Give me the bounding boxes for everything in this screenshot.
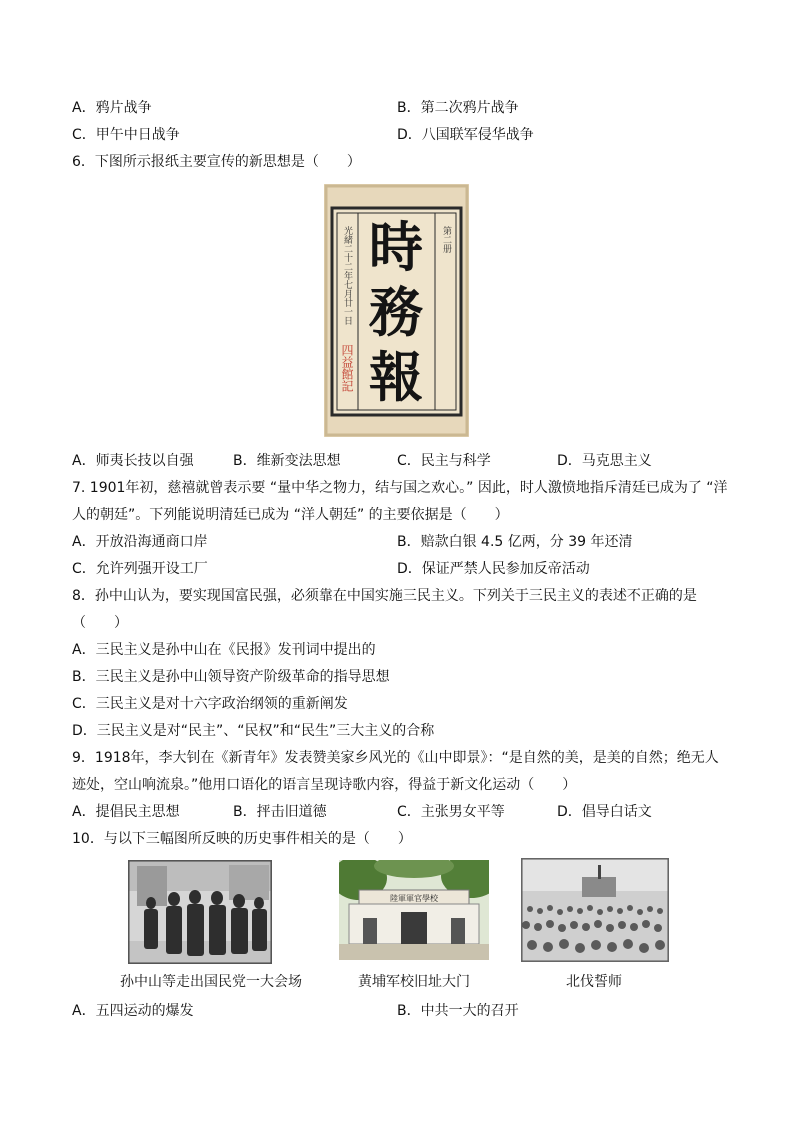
northern-expedition-caption: 北伐誓师 [566,974,622,990]
q5-option-c: C．甲午中日战争 [72,127,180,143]
q6-stem: 6．下图所示报纸主要宣传的新思想是（ ） [72,154,361,170]
q6-option-a: A．师夷长技以自强 [72,453,194,469]
q10-option-a: A．五四运动的爆发 [72,1003,194,1019]
q6-option-b: B．维新变法思想 [233,453,341,469]
q8-option-b: B．三民主义是孙中山领导资产阶级革命的指导思想 [72,669,390,685]
northern-expedition-photo [521,858,669,962]
q5-option-d: D．八国联军侵华战争 [397,127,534,143]
q7-option-d: D．保证严禁人民参加反帝活动 [397,561,590,577]
shiwubao-newspaper-image [324,184,469,437]
q9-option-b: B．抨击旧道德 [233,804,327,820]
newspaper-issue: 第二册 [441,226,451,253]
newspaper-title-char-3: 報 [369,345,423,409]
q10-option-b: B．中共一大的召开 [397,1003,519,1019]
q10-stem: 10．与以下三幅图所反映的历史事件相关的是（ ） [72,831,412,847]
newspaper-seal: 四益館記 [340,344,354,392]
kmt-congress-caption: 孙中山等走出国民党一大会场 [120,974,302,990]
q7-option-b: B．赔款白银 4.5 亿两，分 39 年还清 [397,534,633,550]
whampoa-gate-sign: 陸軍軍官學校 [390,894,438,903]
kmt-congress-photo [128,860,272,964]
q8-option-a: A．三民主义是孙中山在《民报》发刊词中提出的 [72,642,376,658]
whampoa-gate-photo-drawing [339,860,489,960]
q9-option-a: A．提倡民主思想 [72,804,180,820]
newspaper-title-char-1: 時 [369,215,423,279]
q6-option-d: D．马克思主义 [557,453,652,469]
q9-stem-line-2: 迹处，空山响流泉。”他用口语化的语言呈现诗歌内容，得益于新文化运动（ ） [72,777,577,793]
whampoa-gate-photo [339,860,489,960]
q7-stem-line-1: 7. 1901年初，慈禧就曾表示要 “量中华之物力，结与国之欢心。” 因此，时人激愤地指斥清廷已成为了 “洋 [72,480,728,496]
q9-option-c: C．主张男女平等 [397,804,505,820]
northern-expedition-photo-drawing [522,859,668,961]
q8-option-c: C．三民主义是对十六字政治纲领的重新阐发 [72,696,348,712]
q9-stem-line-1: 9．1918年，李大钊在《新青年》发表赞美家乡风光的《山中即景》：“是自然的美，是美的自然；绝无人 [72,750,719,766]
whampoa-gate-caption: 黄埔军校旧址大门 [358,974,470,990]
q7-option-c: C．允许列强开设工厂 [72,561,208,577]
q8-option-d: D．三民主义是对“民主”、“民权”和“民生”三大主义的合称 [72,723,435,739]
q6-option-c: C．民主与科学 [397,453,491,469]
q8-stem-line-1: 8．孙中山认为，要实现国富民强，必须靠在中国实施三民主义。下列关于三民主义的表述不正确的是 [72,588,697,604]
q7-option-a: A．开放沿海通商口岸 [72,534,208,550]
q8-stem-line-2: （ ） [72,615,128,631]
q9-option-d: D．倡导白话文 [557,804,652,820]
q7-stem-line-2: 人的朝廷”。下列能说明清廷已成为 “洋人朝廷” 的主要依据是（ ） [72,507,509,523]
newspaper-cover-drawing [324,184,469,437]
kmt-congress-photo-drawing [129,861,271,963]
q5-option-a: A．鸦片战争 [72,100,152,116]
q5-option-b: B．第二次鸦片战争 [397,100,519,116]
newspaper-date: 光緒二十二年七月廿一日 [342,226,352,325]
newspaper-title-char-2: 務 [369,280,423,344]
